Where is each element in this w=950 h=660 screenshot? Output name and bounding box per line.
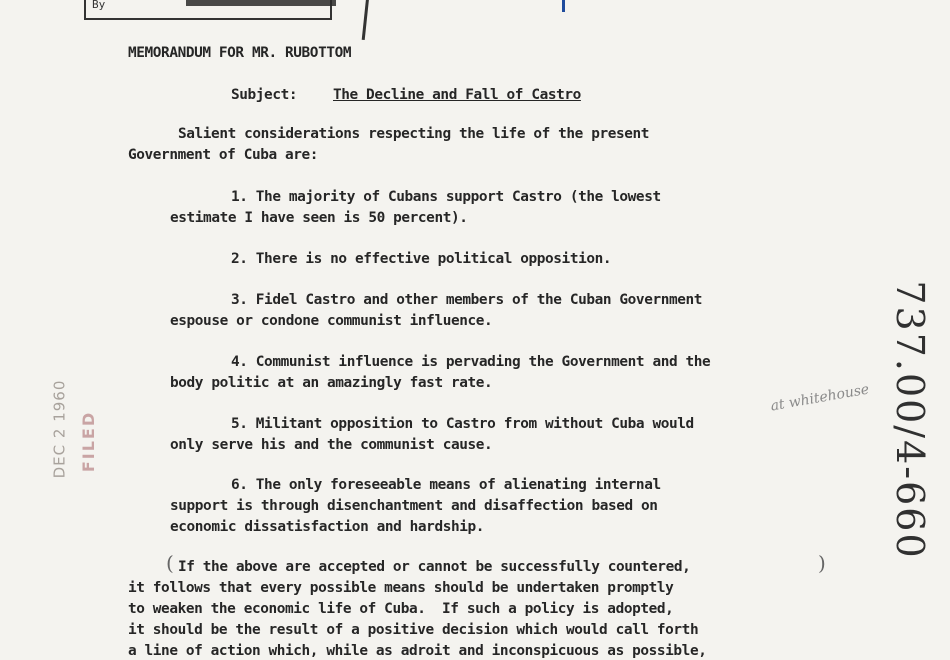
point-line: espouse or condone communist influence. (170, 313, 493, 329)
point-line: only serve his and the communist cause. (170, 437, 493, 453)
intro-line: Salient considerations respecting the life of the present (178, 126, 650, 142)
declassification-stamp (84, 0, 332, 20)
point-line: 3. Fidel Castro and other members of the Cuban Government (231, 292, 703, 308)
handwritten-file-number: 737.00/4-660 (888, 280, 932, 560)
pen-stroke (362, 0, 370, 40)
conclusion-line: a line of action which, while as adroit and inconspicuous as possible, (128, 643, 707, 659)
point-line: 2. There is no effective political opposition. (231, 251, 612, 267)
conclusion-line: If the above are accepted or cannot be successfully countered, (178, 559, 691, 575)
conclusion-line: it should be the result of a positive decision which would call forth (128, 622, 699, 638)
point-line: 6. The only foreseeable means of alienating internal (231, 477, 661, 493)
handwritten-bracket-open: ( (166, 551, 174, 575)
stamp-by-label: By (92, 0, 106, 11)
point-line: 4. Communist influence is pervading the Government and the (231, 354, 711, 370)
filed-stamp: FILED (79, 410, 99, 473)
pen-stroke-blue (562, 0, 565, 12)
memo-header: MEMORANDUM FOR MR. RUBOTTOM (128, 45, 352, 61)
subject-title: The Decline and Fall of Castro (333, 87, 581, 103)
received-date-stamp: DEC 2 1960 (50, 379, 69, 479)
conclusion-line: to weaken the economic life of Cuba. If such a policy is adopted, (128, 601, 674, 617)
point-line: 5. Militant opposition to Castro from without Cuba would (231, 416, 694, 432)
point-line: body politic at an amazingly fast rate. (170, 375, 493, 391)
point-line: support is through disenchantment and disaffection based on (170, 498, 658, 514)
stamp-redaction (186, 0, 336, 6)
point-line: economic dissatisfaction and hardship. (170, 519, 485, 535)
point-line: estimate I have seen is 50 percent). (170, 210, 468, 226)
subject-label: Subject: (231, 87, 298, 103)
handwritten-annotation: at whitehouse (769, 381, 871, 415)
conclusion-line: it follows that every possible means should be undertaken promptly (128, 580, 674, 596)
handwritten-bracket-close: ) (818, 551, 826, 575)
point-line: 1. The majority of Cubans support Castro (the lowest (231, 189, 661, 205)
intro-line: Government of Cuba are: (128, 147, 319, 163)
